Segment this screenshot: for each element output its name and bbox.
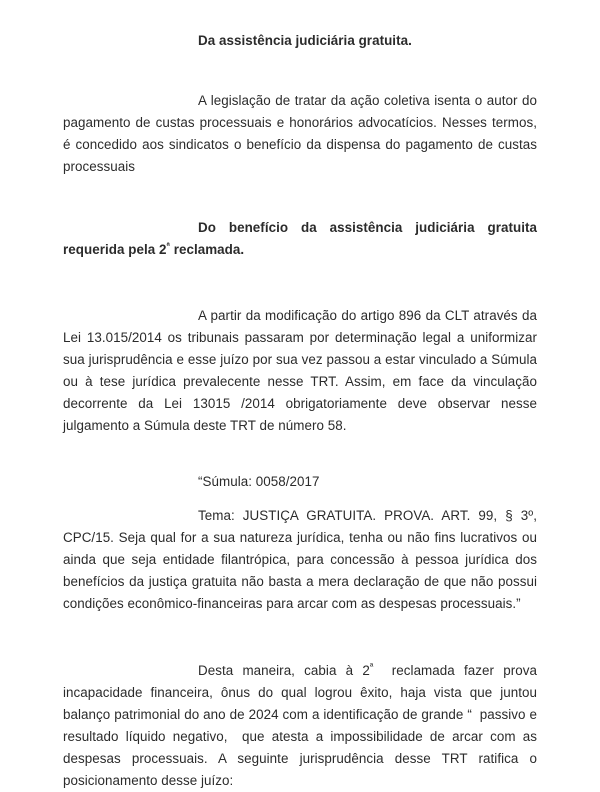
- paragraph-3-ordinal-number: 2: [362, 663, 370, 678]
- quote-sumula-body: Tema: JUSTIÇA GRATUITA. PROVA. ART. 99, § 3º, CPC/15. Seja qual for a sua natureza jurídica, tenha ou não fins lucrativos ou ainda que seja entidade filantrópica, para concessão à pessoa jurídica dos benefícios da justiça gratuita não basta a mera declaração de que não possui condições econômico-financeiras para arcar com as despesas processuais.”: [63, 508, 537, 611]
- paragraph-3-text-part-2: reclamada fazer prova incapacidade financeira, ônus do qual logrou êxito, haja vista que juntou balanço patrimonial do ano de 2024 com a identificação de grande “ passivo e resultado líquido negativo, que atesta a impossibilidade de arcar com as despesas processuais. A seguinte jurisprudência desse TRT ratifica o posicionamento desse juízo:: [63, 663, 541, 788]
- spacer-before-heading-2: [63, 178, 537, 217]
- heading-2-text-part-1: Do benefício da assistência judiciária gratuita requerida pela: [63, 220, 537, 257]
- spacer-before-final-paragraph: [63, 615, 537, 660]
- quote-sumula-title: “Súmula: 0058/2017: [198, 474, 320, 489]
- paragraph-3-ordinal-mark: ª: [369, 661, 374, 672]
- heading-2-ordinal-number: 2: [159, 242, 167, 257]
- spacer-after-heading-1: [63, 52, 537, 90]
- spacer-after-heading-2: [63, 261, 537, 305]
- section-heading-assistencia-judiciaria: Da assistência judiciária gratuita.: [198, 33, 412, 48]
- paragraph-desta-maneira: [63, 660, 541, 792]
- paragraph-legislacao-acao-coletiva: A legislação de tratar da ação coletiva isenta o autor do pagamento de custas processuais e honorários advocatícios. Nesses termos, é concedido aos sindicatos o benefício da dispensa do pagamento de custas processuais: [63, 93, 537, 174]
- paragraph-modificacao-artigo-896: A partir da modificação do artigo 896 da CLT através da Lei 13.015/2014 os tribunais passaram por determinação legal a uniformizar sua jurisprudência e esse juízo por sua vez passou a estar vinculado a Súmula ou à tese jurídica prevalecente nesse TRT. Assim, em face da vinculação decorrente da Lei 13015 /2014 obrigatoriamente deve observar nesse julgamento a Súmula deste TRT de número 58.: [63, 308, 537, 433]
- spacer-within-quote: [63, 493, 537, 505]
- spacer-before-quote: [63, 437, 537, 471]
- section-heading-beneficio-assistencia: [63, 217, 537, 261]
- heading-2-text-part-2: reclamada.: [169, 242, 245, 257]
- heading-2-ordinal-mark: ª: [166, 240, 170, 251]
- paragraph-3-text-part-1: Desta maneira, cabia à: [198, 663, 363, 678]
- top-spacer: [63, 0, 537, 30]
